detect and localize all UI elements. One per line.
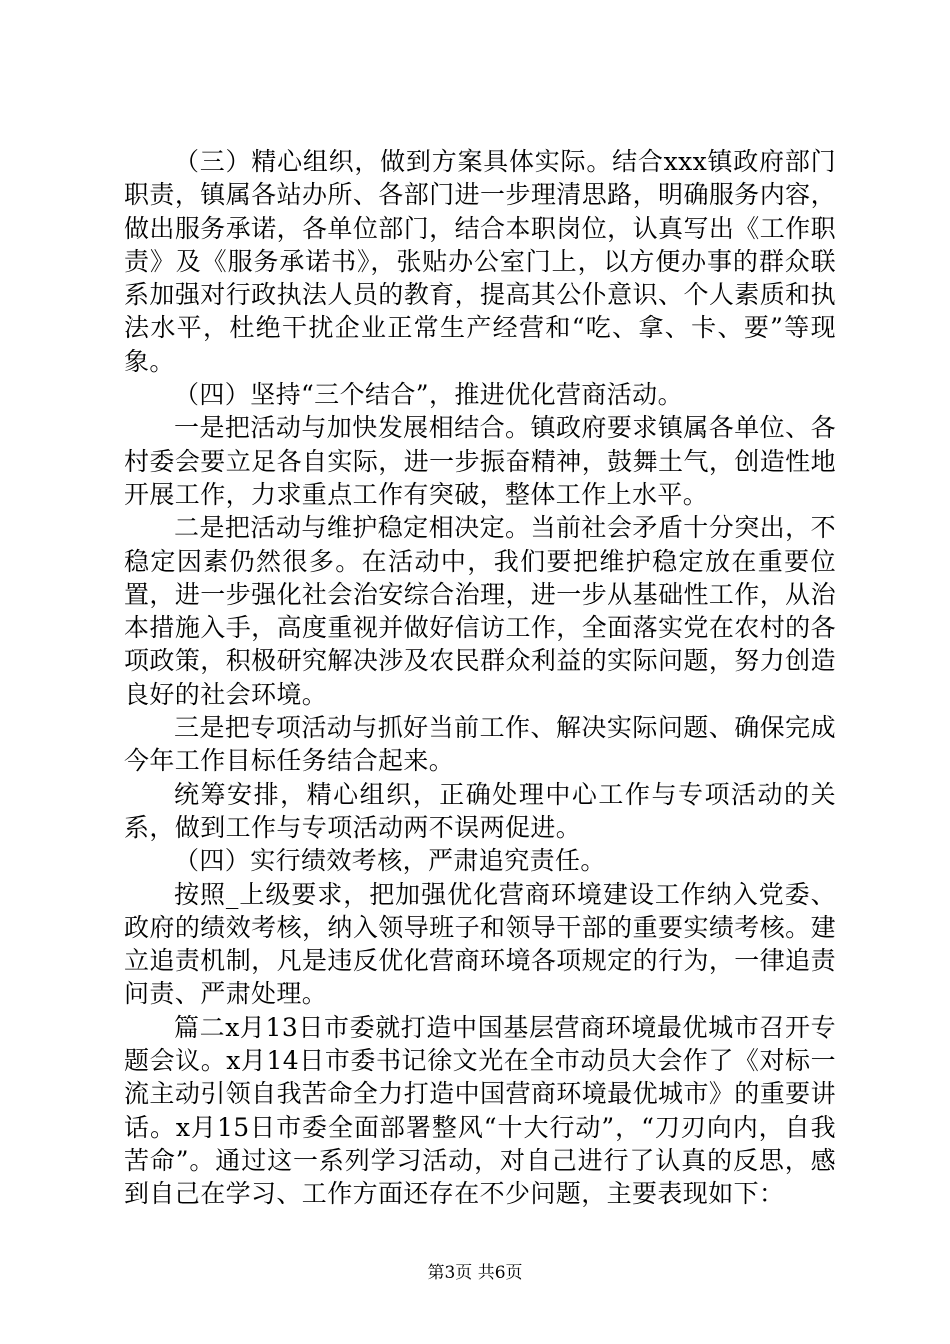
document-body — [124, 145, 836, 1211]
paragraph-organize-plan: （三）精心组织，做到方案具体实际。结合xxx镇政府部门职责，镇属各站办所、各部门进一步理清思路，明确服务内容，做出服务承诺，各单位部门，结合本职岗位，认真写出《工作职责》及《服务承诺书》，张贴办公室门上，以方便办事的群众联系加强对行政执法人员的教育，提高其公仆意识、个人素质和执法水平，杜绝干扰企业正常生产经营和“吃、拿、卡、要”等现象。 — [124, 147, 836, 376]
paragraph-overall-arrangement: 统筹安排，精心组织，正确处理中心工作与专项活动的关系，做到工作与专项活动两不误两促进。 — [124, 779, 836, 842]
paragraph-combine-development: 一是把活动与加快发展相结合。镇政府要求镇属各单位、各村委会要立足各自实际，进一步振奋精神，鼓舞土气，创造性地开展工作，力求重点工作有突破，整体工作上水平。 — [124, 413, 836, 509]
paragraph-performance-heading: （四）实行绩效考核，严肃追究责任。 — [174, 846, 606, 876]
page-number-footer: 第3页 共6页 — [427, 1263, 523, 1283]
paragraph-three-combinations: （四）坚持“三个结合”，推进优化营商活动。 — [174, 380, 683, 410]
paragraph-performance-detail: 按照_上级要求，把加强优化营商环境建设工作纳入党委、政府的绩效考核，纳入领导班子和领导干部的重要实绩考核。建立追责机制，凡是违反优化营商环境各项规定的行为，一律追责问责、严肃处理。 — [124, 879, 836, 1009]
paragraph-combine-current-work: 三是把专项活动与抓好当前工作、解决实际问题、确保完成今年工作目标任务结合起来。 — [124, 713, 836, 776]
paragraph-part-two: 篇二x月13日市委就打造中国基层营商环境最优城市召开专题会议。x月14日市委书记徐文光在全市动员大会作了《对标一流主动引领自我苦命全力打造中国营商环境最优城市》的重要讲话。x月15日市委全面部署整风“十大行动”，“刀刃向内，自我苦命”。通过这一系列学习活动，对自己进行了认真的反思，感到自己在学习、工作方面还存在不少问题，主要表现如下： — [124, 1012, 836, 1209]
paragraph-combine-stability: 二是把活动与维护稳定相决定。当前社会矛盾十分突出，不稳定因素仍然很多。在活动中，我们要把维护稳定放在重要位置，进一步强化社会治安综合治理，进一步从基础性工作，从治本措施入手，高度重视并做好信访工作，全面落实党在农村的各项政策，积极研究解决涉及农民群众利益的实际问题，努力创造良好的社会环境。 — [124, 513, 836, 709]
